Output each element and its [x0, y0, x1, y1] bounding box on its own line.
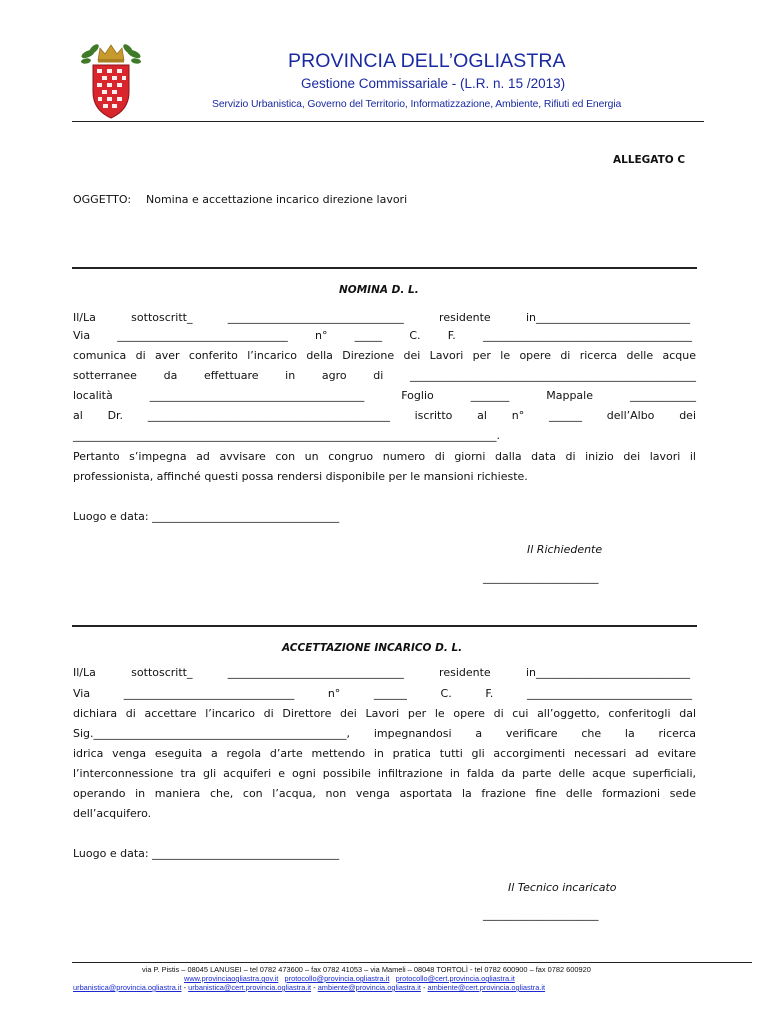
footer-separator: - — [422, 983, 426, 992]
footer-link-ambiente-pec[interactable]: ambiente@cert.provincia.ogliastra.it — [427, 983, 546, 992]
province-crest-icon — [80, 40, 142, 122]
nomina-signature-line: _____________________ — [483, 571, 599, 584]
accettazione-para-5: operando in maniera che, con l’acqua, non venga asportata la frazione fine delle formazioni sede — [73, 787, 696, 800]
accettazione-para-3: idrica venga eseguita a regola d’arte mettendo in pratica tutti gli accorgimenti necessari ad evitare — [73, 747, 696, 760]
accettazione-para-6: dell’acquifero. — [73, 807, 152, 820]
accettazione-signature-line: _____________________ — [483, 908, 599, 921]
footer-separator: - — [313, 983, 316, 992]
nomina-para-2: sotterranee da effettuare in agro di ____________________________________________________ — [73, 369, 696, 382]
accettazione-para-1: dichiara di accettare l’incarico di Direttore dei Lavori per le opere di cui all’oggetto, conferitogli dal — [73, 707, 696, 720]
nomina-line-1: Il/La sottoscritt_ ________________________________ residente in____________________________ — [73, 311, 690, 324]
allegato-label: ALLEGATO C — [613, 154, 686, 166]
footer-rule — [72, 962, 752, 963]
section-rule-accettazione — [72, 625, 697, 627]
footer-links-row-1 — [184, 974, 515, 983]
footer-links-row-2 — [73, 983, 545, 992]
accettazione-para-2: Sig.______________________________________________, impegnandosi a verificare che la ricerca — [73, 727, 696, 740]
footer-link-website[interactable]: www.provinciaogliastra.gov.it — [184, 974, 279, 983]
footer-separator: - — [183, 983, 187, 992]
accettazione-para-4: l’interconnessione tra gli acquiferi e ogni possibile infiltrazione in falda da parte delle acque superficiali, — [73, 767, 696, 780]
accettazione-luogo-data: Luogo e data: __________________________________ — [73, 847, 340, 860]
header-service: Servizio Urbanistica, Governo del Territorio, Informatizzazione, Ambiente, Rifiuti ed Energia — [212, 99, 622, 110]
accettazione-signature-label: Il Tecnico incaricato — [508, 881, 617, 894]
nomina-signature-label: Il Richiedente — [527, 543, 603, 556]
nomina-para-5: _____________________________________________________________________________. — [73, 429, 500, 442]
footer-link-protocollo-pec[interactable]: protocollo@cert.provincia.ogliastra.it — [395, 974, 515, 983]
footer-link-urbanistica-pec[interactable]: urbanistica@cert.provincia.ogliastra.it — [188, 983, 312, 992]
nomina-para-1: comunica di aver conferito l’incarico della Direzione dei Lavori per le opere di ricerca delle acque — [73, 349, 696, 362]
header-title: PROVINCIA DELL’OGLIASTRA — [288, 50, 566, 72]
footer-link-ambiente[interactable]: ambiente@provincia.ogliastra.it — [317, 983, 421, 992]
footer-link-urbanistica[interactable]: urbanistica@provincia.ogliastra.it — [73, 983, 182, 992]
footer-address: via P. Pistis – 08045 LANUSEI – tel 0782 473600 – fax 0782 41053 – via Mameli – 08048 TORTOLÌ - tel 0782 600900 – fax 0782 600920 — [142, 965, 591, 974]
nomina-luogo-data: Luogo e data: __________________________________ — [73, 510, 340, 523]
nomina-para-4: al Dr. ____________________________________________ iscritto al n° ______ dell’Albo dei — [73, 409, 696, 422]
accettazione-line-1: Il/La sottoscritt_ ________________________________ residente in____________________________ — [73, 666, 690, 679]
header-subtitle: Gestione Commissariale - (L.R. n. 15 /2013) — [301, 76, 566, 91]
nomina-heading: NOMINA D. L. — [339, 284, 419, 296]
footer-link-protocollo[interactable]: protocollo@provincia.ogliastra.it — [284, 974, 390, 983]
nomina-line-2: Via _______________________________ n° _____ C. F. ______________________________________ — [73, 329, 692, 342]
header-rule — [72, 121, 704, 122]
nomina-para-3: località _______________________________________ Foglio _______ Mappale ____________ — [73, 389, 696, 402]
oggetto-label: OGGETTO: — [73, 193, 132, 206]
nomina-para-6: Pertanto s’impegna ad avvisare con un congruo numero di giorni dalla data di inizio dei lavori il — [73, 450, 696, 463]
oggetto-text: Nomina e accettazione incarico direzione lavori — [146, 193, 408, 206]
accettazione-line-2: Via _______________________________ n° ______ C. F. ______________________________ — [73, 687, 692, 700]
section-rule-nomina — [72, 267, 697, 269]
accettazione-heading: ACCETTAZIONE INCARICO D. L. — [282, 642, 463, 654]
nomina-para-7: professionista, affinché questi possa rendersi disponibile per le mansioni richieste. — [73, 470, 528, 483]
